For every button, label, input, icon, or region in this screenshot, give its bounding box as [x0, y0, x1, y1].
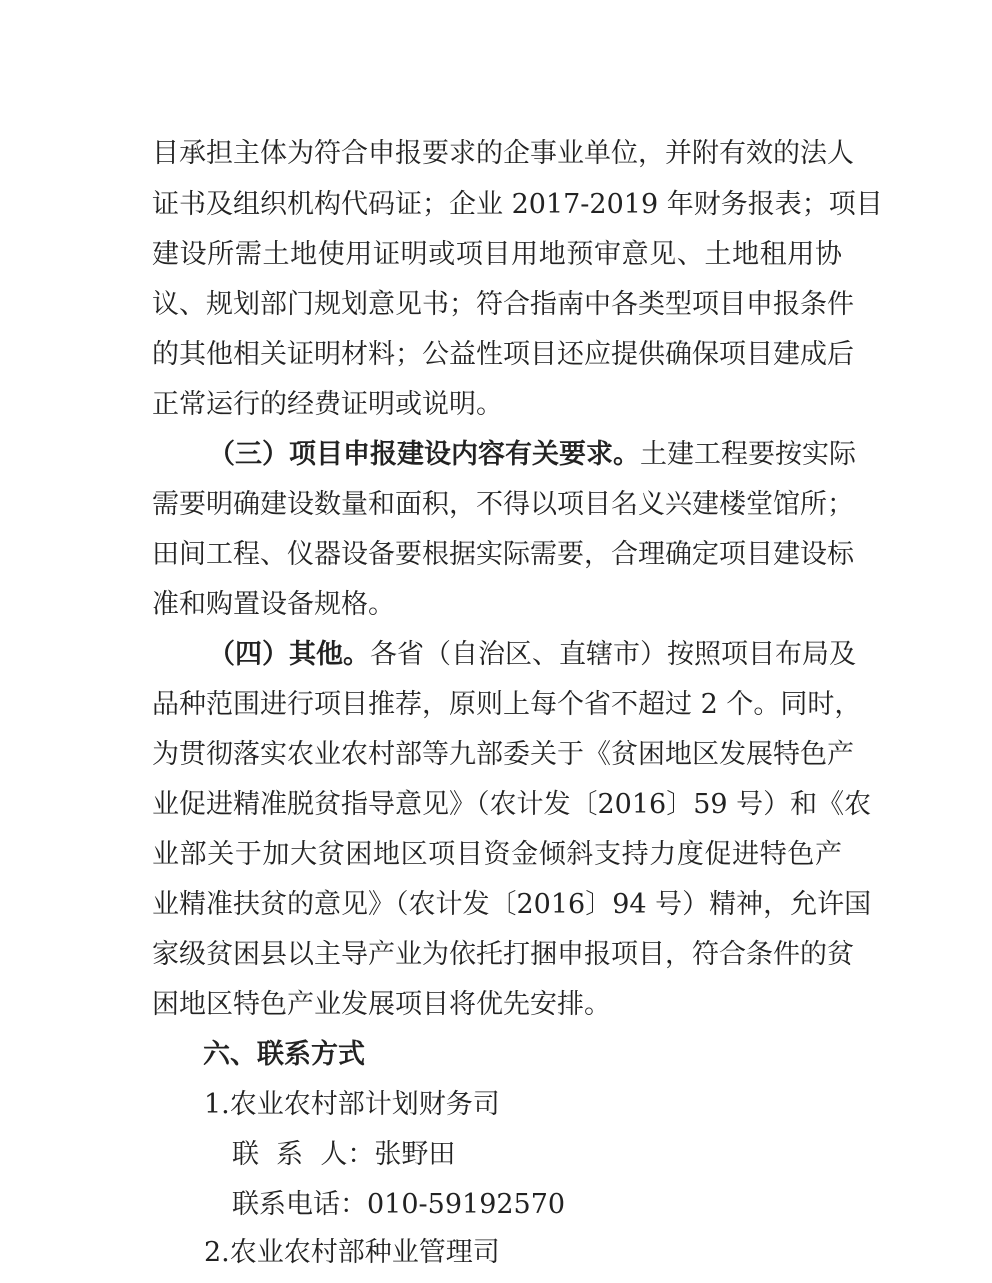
paragraph-line: 业部关于加大贫困地区项目资金倾斜支持力度促进特色产	[152, 839, 842, 870]
paragraph-line: 为贯彻落实农业农村部等九部委关于《贫困地区发展特色产	[152, 739, 854, 770]
contact-phone-label: 联系电话：	[232, 1189, 367, 1220]
paragraph-line: 业促进精准脱贫指导意见》（农计发〔2016〕59 号）和《农	[152, 789, 872, 820]
contact-phone-row	[232, 1180, 565, 1230]
paragraph-first-line	[208, 630, 856, 680]
contact-org: 2.农业农村部种业管理司	[204, 1237, 500, 1268]
paragraph-line: 困地区特色产业发展项目将优先安排。	[152, 989, 611, 1020]
paragraph-line: 的其他相关证明材料；公益性项目还应提供确保项目建成后	[152, 339, 854, 370]
contact-person-label: 联 系 人：	[232, 1139, 375, 1170]
paragraph-text: 土建工程要按实际	[640, 439, 856, 470]
contact-org: 1.农业农村部计划财务司	[204, 1089, 500, 1120]
paragraph-line: 证书及组织机构代码证；企业 2017-2019 年财务报表；项目	[152, 189, 883, 220]
paragraph-line: 目承担主体为符合申报要求的企事业单位，并附有效的法人	[152, 138, 854, 169]
contact-person: 张野田	[374, 1139, 456, 1170]
contact-person-row	[232, 1130, 455, 1180]
paragraph-heading: （三）项目申报建设内容有关要求。	[208, 439, 640, 470]
paragraph-line: 田间工程、仪器设备要根据实际需要，合理确定项目建设标	[152, 539, 854, 570]
paragraph-heading: （四）其他。	[208, 639, 370, 670]
paragraph-line: 业精准扶贫的意见》（农计发〔2016〕94 号）精神，允许国	[152, 889, 872, 920]
paragraph-line: 建设所需土地使用证明或项目用地预审意见、土地租用协	[152, 239, 842, 270]
paragraph-line: 家级贫困县以主导产业为依托打捆申报项目，符合条件的贫	[152, 939, 854, 970]
section-heading: 六、联系方式	[203, 1039, 365, 1070]
paragraph-line: 正常运行的经费证明或说明。	[152, 389, 503, 420]
paragraph-line: 品种范围进行项目推荐，原则上每个省不超过 2 个。同时，	[152, 689, 862, 720]
paragraph-text: 各省（自治区、直辖市）按照项目布局及	[370, 639, 856, 670]
contact-phone: 010-59192570	[367, 1189, 566, 1220]
paragraph-line: 准和购置设备规格。	[152, 589, 395, 620]
paragraph-first-line	[208, 430, 856, 480]
paragraph-line: 需要明确建设数量和面积，不得以项目名义兴建楼堂馆所；	[152, 489, 854, 520]
paragraph-line: 议、规划部门规划意见书；符合指南中各类型项目申报条件	[152, 289, 854, 320]
